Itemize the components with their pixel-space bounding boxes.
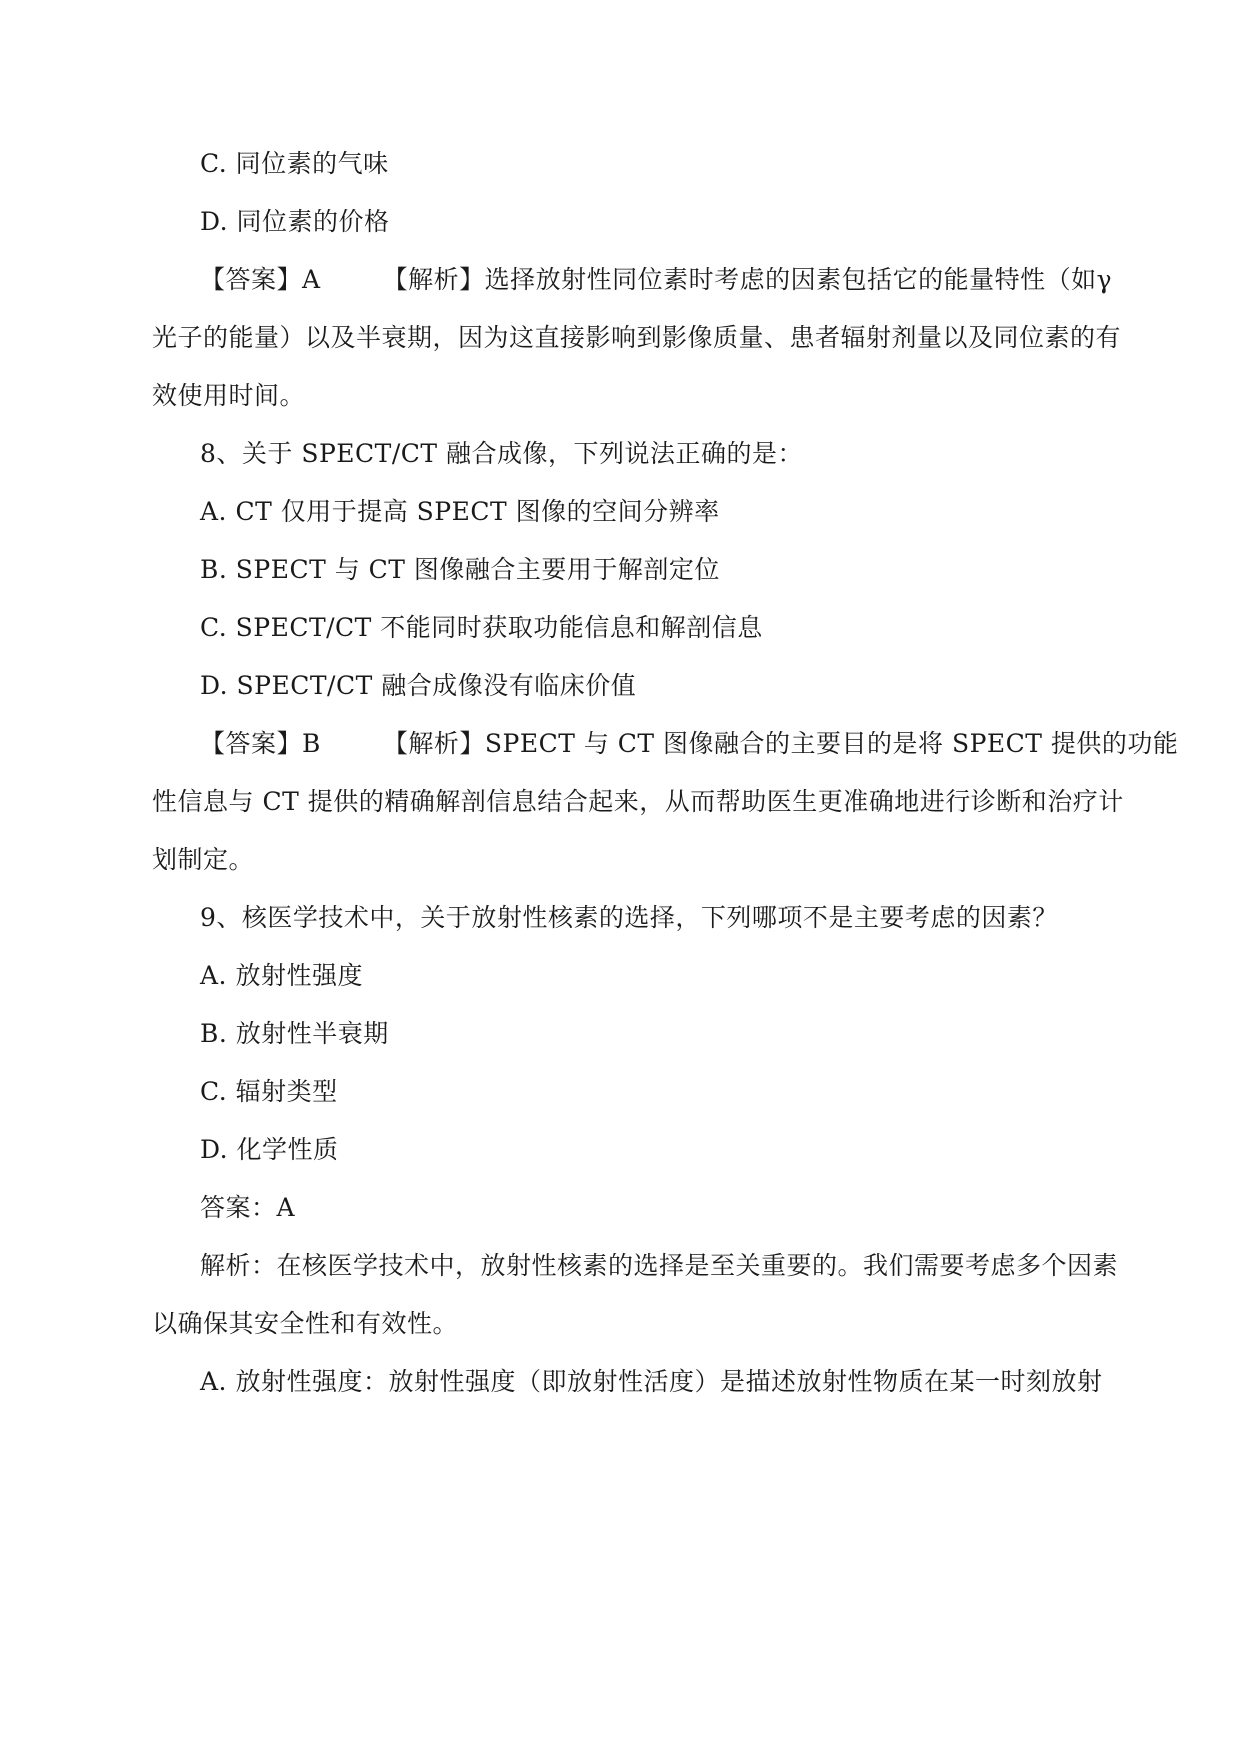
q8-question: 8、关于 SPECT/CT 融合成像，下列说法正确的是： (200, 439, 804, 468)
q8-answer: 【答案】B (200, 729, 321, 758)
q8-analysis-line2: 性信息与 CT 提供的精确解剖信息结合起来，从而帮助医生更准确地进行诊断和治疗计 (152, 787, 1124, 816)
q8-analysis-line3: 划制定。 (152, 845, 255, 874)
q9-analysis-line2: 以确保其安全性和有效性。 (152, 1309, 459, 1338)
q8-answer-block (200, 728, 1179, 760)
q9-option-a: A. 放射性强度 (200, 961, 363, 990)
q9-option-d: D. 化学性质 (200, 1135, 339, 1164)
q7-analysis-line3: 效使用时间。 (152, 381, 306, 410)
q7-analysis-line2: 光子的能量）以及半衰期，因为这直接影响到影像质量、患者辐射剂量以及同位素的有 (152, 323, 1122, 352)
q7-answer: 【答案】A (200, 265, 321, 294)
q7-analysis-line1: 【解析】选择放射性同位素时考虑的因素包括它的能量特性（如γ (382, 265, 1113, 294)
q9-analysis-line1: 解析：在核医学技术中，放射性核素的选择是至关重要的。我们需要考虑多个因素 (200, 1251, 1119, 1280)
q8-option-b: B. SPECT 与 CT 图像融合主要用于解剖定位 (200, 555, 720, 584)
q7-option-c: C. 同位素的气味 (200, 149, 389, 178)
q9-detail-a: A. 放射性强度：放射性强度（即放射性活度）是描述放射性物质在某一时刻放射 (200, 1367, 1103, 1396)
q8-option-c: C. SPECT/CT 不能同时获取功能信息和解剖信息 (200, 613, 763, 642)
q9-question: 9、核医学技术中，关于放射性核素的选择，下列哪项不是主要考虑的因素？ (200, 903, 1058, 932)
q7-answer-block (200, 264, 1140, 296)
q9-option-b: B. 放射性半衰期 (200, 1019, 389, 1048)
q7-option-d: D. 同位素的价格 (200, 207, 390, 236)
q8-option-d: D. SPECT/CT 融合成像没有临床价值 (200, 671, 637, 700)
q9-answer: 答案：A (200, 1193, 296, 1222)
q9-option-c: C. 辐射类型 (200, 1077, 338, 1106)
q8-option-a: A. CT 仅用于提高 SPECT 图像的空间分辨率 (200, 497, 720, 526)
q8-analysis-line1: 【解析】SPECT 与 CT 图像融合的主要目的是将 SPECT 提供的功能 (382, 729, 1179, 758)
